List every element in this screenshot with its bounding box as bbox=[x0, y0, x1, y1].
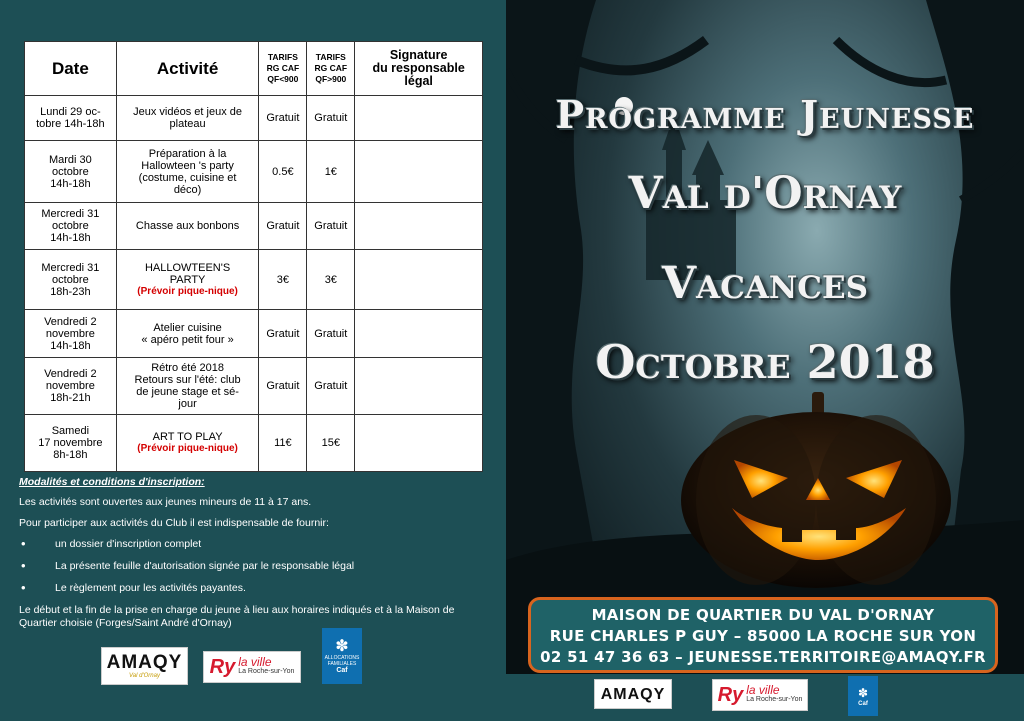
tarif-1-cell: Gratuit bbox=[259, 203, 307, 250]
signature-cell[interactable] bbox=[355, 415, 483, 472]
signature-cell[interactable] bbox=[355, 141, 483, 203]
list-item: • La présente feuille d'autorisation signée par le responsable légal bbox=[19, 560, 489, 573]
list-item: • un dossier d'inscription complet bbox=[19, 538, 489, 551]
tarif-1-cell: 11€ bbox=[259, 415, 307, 472]
conditions-requirements-text: Pour participer aux activités du Club il est indispensable de fournir: bbox=[19, 517, 329, 529]
activity-cell: Jeux vidéos et jeux de plateau bbox=[116, 96, 259, 141]
requirements-list bbox=[19, 538, 489, 595]
tarif-2-cell: Gratuit bbox=[307, 203, 355, 250]
poster-title-line-4: Octobre 2018 bbox=[595, 335, 935, 389]
header-date: Date bbox=[25, 42, 117, 96]
tarif-2-cell: Gratuit bbox=[307, 358, 355, 415]
header-activite: Activité bbox=[116, 42, 259, 96]
date-cell: Mardi 30 octobre 14h-18h bbox=[25, 141, 117, 203]
date-cell: Vendredi 2 novembre 14h-18h bbox=[25, 310, 117, 358]
caf-logo: ✽ Caf bbox=[848, 676, 878, 716]
header-signature: Signature du responsable légal bbox=[355, 42, 483, 96]
signature-cell[interactable] bbox=[355, 310, 483, 358]
address-contact[interactable]: 02 51 47 36 63 – JEUNESSE.TERRITOIRE@AMAQY.FR bbox=[540, 648, 986, 666]
conditions-title: Modalités et conditions d'inscription: bbox=[19, 476, 205, 488]
table-row bbox=[25, 415, 483, 472]
caf-logo: ✽ ALLOCATIONS FAMILIALES Caf bbox=[322, 628, 362, 684]
picnic-note: (Prévoir pique-nique) bbox=[137, 443, 238, 454]
tarif-1-cell: Gratuit bbox=[259, 310, 307, 358]
caf-emblem-icon: ✽ bbox=[857, 686, 869, 700]
poster-title-line-1: Programme Jeunesse bbox=[555, 92, 975, 137]
amaqy-logo: AMAQY Val d'Ornay bbox=[101, 647, 188, 685]
tarif-1-cell: 3€ bbox=[259, 250, 307, 310]
caf-emblem-icon: ✽ bbox=[335, 637, 349, 655]
activity-cell: Atelier cuisine « apéro petit four » bbox=[116, 310, 259, 358]
address-venue: MAISON DE QUARTIER DU VAL D'ORNAY bbox=[591, 606, 935, 624]
left-panel bbox=[0, 0, 506, 721]
activity-cell: ART TO PLAY (Prévoir pique-nique) bbox=[116, 415, 259, 472]
conditions-schedule-text: Le début et la fin de la prise en charge du jeune à lieu aux horaires indiqués et à la Maison de Quartier choisie (Forges/Saint André d'Ornay) bbox=[19, 604, 455, 629]
tarif-2-cell: Gratuit bbox=[307, 310, 355, 358]
table-header-row bbox=[25, 42, 483, 96]
picnic-note: (Prévoir pique-nique) bbox=[137, 285, 238, 297]
conditions-age-text: Les activités sont ouvertes aux jeunes mineurs de 11 à 17 ans. bbox=[19, 496, 312, 508]
list-item: • Le règlement pour les activités payantes. bbox=[19, 582, 489, 595]
date-cell: Mercredi 31 octobre 18h-23h bbox=[25, 250, 117, 310]
signature-cell[interactable] bbox=[355, 203, 483, 250]
table-row bbox=[25, 250, 483, 310]
header-tarif-qf900-above: TARIFS RG CAF QF>900 bbox=[307, 42, 355, 96]
date-cell: Mercredi 31 octobre 14h-18h bbox=[25, 203, 117, 250]
signature-cell[interactable] bbox=[355, 358, 483, 415]
address-street: RUE CHARLES P GUY – 85000 LA ROCHE SUR YON bbox=[549, 627, 977, 645]
date-cell: Samedi 17 novembre 8h-18h bbox=[25, 415, 117, 472]
conditions-section bbox=[19, 476, 489, 638]
table-row bbox=[25, 203, 483, 250]
date-cell: Vendredi 2 novembre 18h-21h bbox=[25, 358, 117, 415]
poster-panel bbox=[506, 0, 1024, 721]
tarif-2-cell: Gratuit bbox=[307, 96, 355, 141]
poster-title-line-2: Val d'Ornay bbox=[628, 168, 902, 219]
table-row bbox=[25, 96, 483, 141]
activity-cell: Chasse aux bonbons bbox=[116, 203, 259, 250]
header-tarif-qf900-below: TARIFS RG CAF QF<900 bbox=[259, 42, 307, 96]
table-row bbox=[25, 141, 483, 203]
date-cell: Lundi 29 oc- tobre 14h-18h bbox=[25, 96, 117, 141]
table-row bbox=[25, 310, 483, 358]
schedule-table bbox=[24, 41, 483, 472]
jack-o-lantern-pumpkin bbox=[681, 392, 951, 588]
roche-sur-yon-logo: Ry la ville La Roche-sur-Yon bbox=[203, 651, 301, 683]
tarif-1-cell: 0.5€ bbox=[259, 141, 307, 203]
activity-cell: Rétro été 2018 Retours sur l'été: club de jeune stage et sé- jour bbox=[116, 358, 259, 415]
signature-cell[interactable] bbox=[355, 250, 483, 310]
tarif-2-cell: 1€ bbox=[307, 141, 355, 203]
tarif-1-cell: Gratuit bbox=[259, 96, 307, 141]
table-row bbox=[25, 358, 483, 415]
activity-cell: HALLOWTEEN'S PARTY (Prévoir pique-nique) bbox=[116, 250, 259, 310]
tarif-1-cell: Gratuit bbox=[259, 358, 307, 415]
tarif-2-cell: 15€ bbox=[307, 415, 355, 472]
activity-cell: Préparation à la Hallowteen 's party (costume, cuisine et déco) bbox=[116, 141, 259, 203]
poster-footer bbox=[506, 674, 1024, 721]
roche-sur-yon-logo: Ry la ville La Roche-sur-Yon bbox=[712, 679, 808, 711]
tarif-2-cell: 3€ bbox=[307, 250, 355, 310]
signature-cell[interactable] bbox=[355, 96, 483, 141]
address-box bbox=[528, 597, 998, 673]
poster-title-line-3: Vacances bbox=[662, 258, 868, 309]
amaqy-logo: AMAQY bbox=[594, 679, 672, 709]
